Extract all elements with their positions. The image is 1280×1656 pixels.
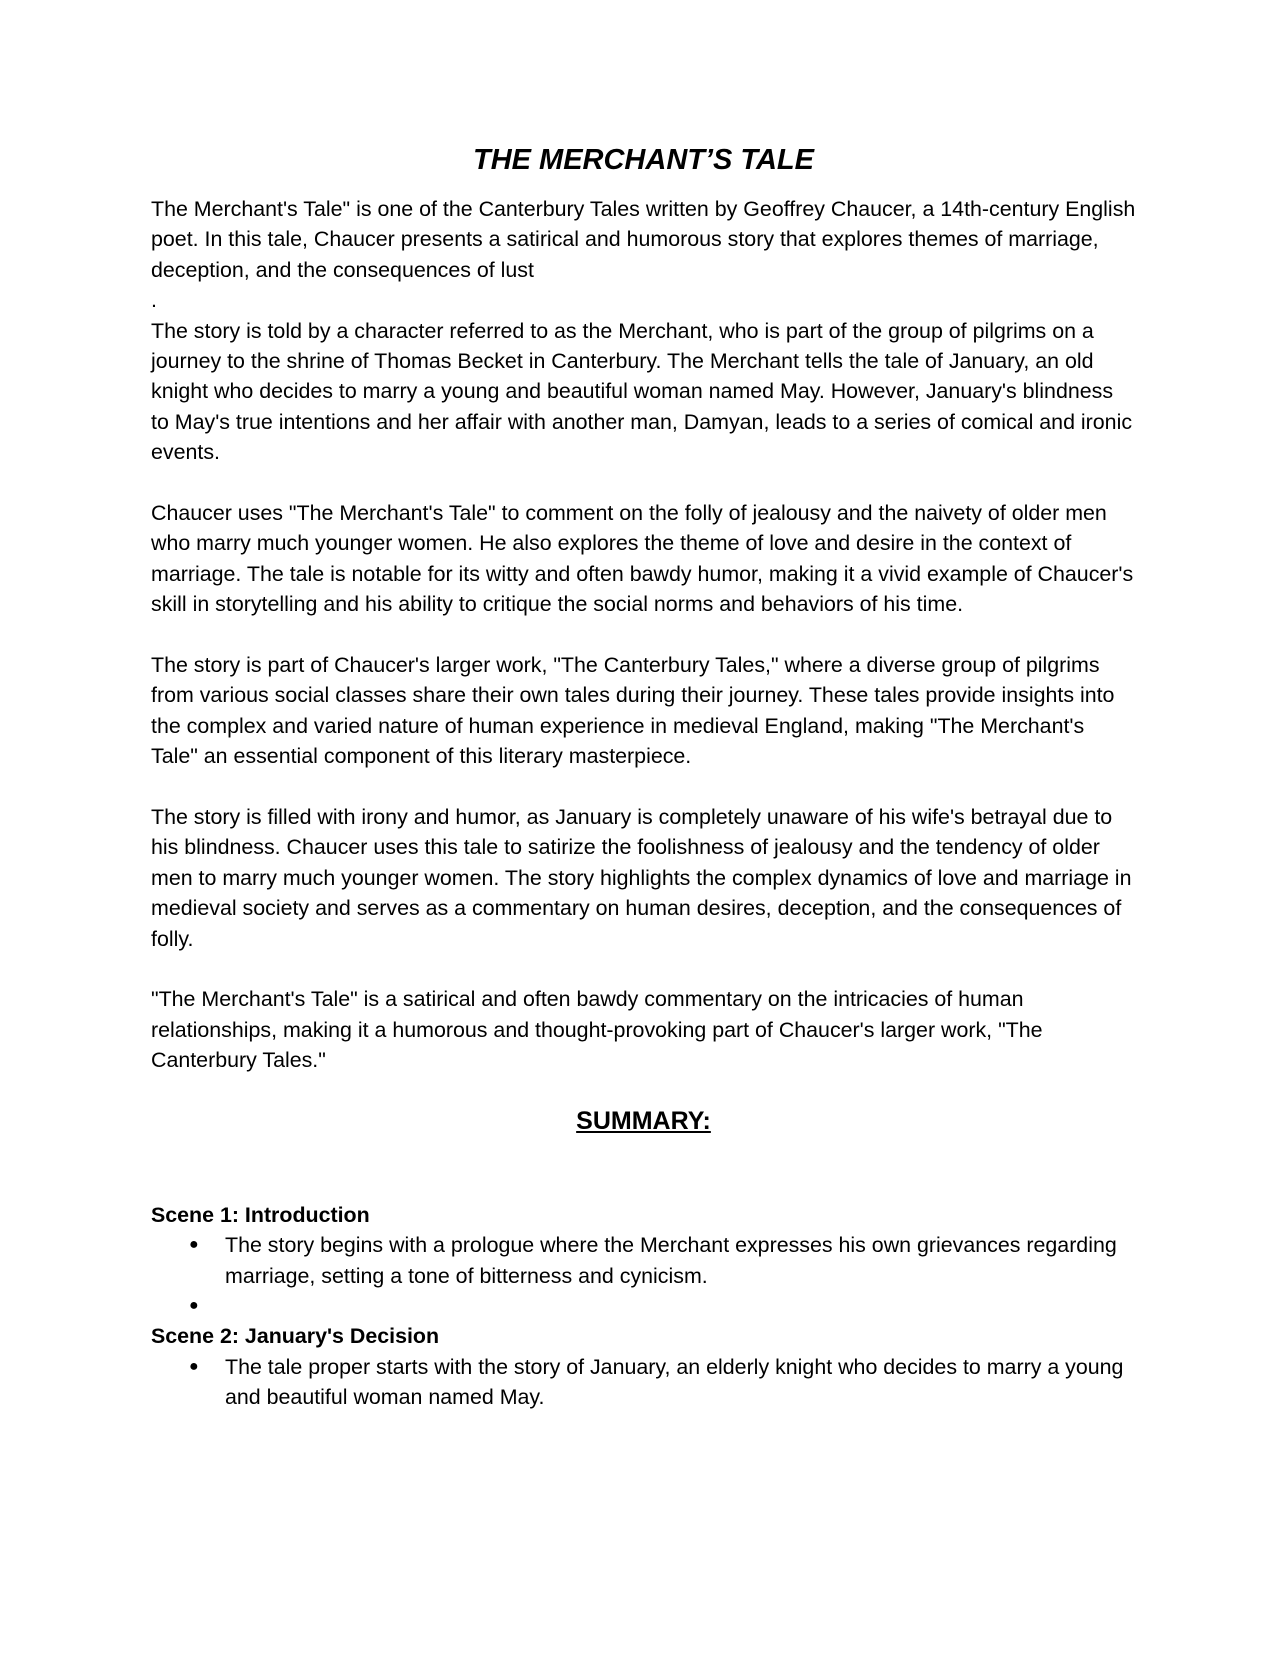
intro-paragraph-5: The story is filled with irony and humor, as January is completely unaware of his wife's betrayal due to his blindness. Chaucer uses this tale to satirize the foolishness of jealousy and the tendency of older men to marry much younger women. The story highlights the complex dynamics of love and marriage in medieval society and serves as a commentary on human desires, deception, and the consequences of folly.: [151, 805, 1132, 951]
document-title: THE MERCHANT’S TALE: [472, 144, 814, 176]
intro-paragraph-2: The story is told by a character referred to as the Merchant, who is part of the group of pilgrims on a journey to the shrine of Thomas Becket in Canterbury. The Merchant tells the tale of January, an old knight who decides to marry a young and beautiful woman named May. However, January's blindness to May's true intentions and her affair with another man, Damyan, leads to a series of comical and ironic events.: [151, 318, 1133, 465]
scene-2-bullet-list: [151, 1352, 1136, 1413]
list-item: [151, 1352, 1136, 1413]
paragraph-gap: [151, 772, 1136, 802]
scene-1-heading: Scene 1: Introduction: [151, 1202, 370, 1227]
paragraph-gap: [151, 468, 1136, 498]
document-page: [151, 140, 1136, 1413]
scene-2-heading: Scene 2: January's Decision: [151, 1324, 440, 1349]
section-gap: [151, 1138, 1136, 1200]
intro-paragraph-1: The Merchant's Tale" is one of the Canterbury Tales written by Geoffrey Chaucer, a 14th-century English poet. In this tale, Chaucer presents a satirical and humorous story that explores themes of marriage, deception, and the consequences of lust: [151, 197, 1136, 282]
section-gap: [151, 1076, 1136, 1104]
paragraph-gap: [151, 954, 1136, 984]
bullet-icon: ●: [189, 1296, 199, 1314]
summary-heading: SUMMARY:: [576, 1106, 711, 1135]
scene-1-bullet-list: [151, 1230, 1136, 1321]
list-item: [151, 1230, 1136, 1291]
list-item-text: The tale proper starts with the story of January, an elderly knight who decides to marry a young and beautiful woman named May.: [225, 1354, 1124, 1410]
intro-paragraph-6: "The Merchant's Tale" is a satirical and often bawdy commentary on the intricacies of human relationships, making it a humorous and thought-provoking part of Chaucer's larger work, "The Canterbury Tales.": [151, 987, 1043, 1073]
intro-paragraph-4: The story is part of Chaucer's larger work, "The Canterbury Tales," where a diverse group of pilgrims from various social classes share their own tales during their journey. These tales provide insights into the complex and varied nature of human experience in medieval England, making "The Merchant's Tale" an essential component of this literary masterpiece.: [151, 653, 1115, 769]
bullet-icon: ●: [189, 1357, 199, 1375]
bullet-icon: ●: [189, 1236, 199, 1254]
list-item: [151, 1291, 1136, 1321]
paragraph-gap: [151, 620, 1136, 650]
list-item-text: The story begins with a prologue where the Merchant expresses his own grievances regarding marriage, setting a tone of bitterness and cynicism.: [225, 1233, 1117, 1288]
intro-paragraph-3: Chaucer uses "The Merchant's Tale" to comment on the folly of jealousy and the naivety of older men who marry much younger women. He also explores the theme of love and desire in the context of marriage. The tale is notable for its witty and often bawdy humor, making it a vivid example of Chaucer's skill in storytelling and his ability to critique the social norms and behaviors of his time.: [151, 501, 1134, 617]
stray-period-line: .: [151, 288, 157, 313]
